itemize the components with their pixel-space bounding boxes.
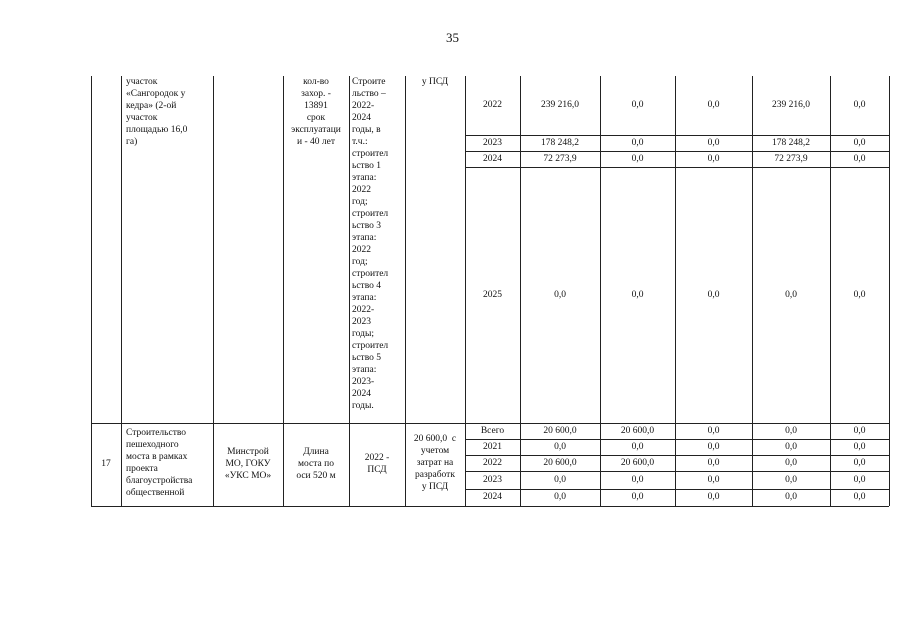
finance-value: 0,0 bbox=[631, 100, 644, 110]
finance-value: 0,0 bbox=[707, 100, 720, 110]
capacity-description: 13891 bbox=[304, 101, 328, 111]
construction-period: годы, в bbox=[352, 125, 381, 135]
capacity-description: Длина bbox=[303, 447, 329, 457]
construction-period: 2022 bbox=[352, 185, 371, 195]
object-description: пешеходного bbox=[126, 440, 179, 450]
finance-row-border bbox=[465, 455, 889, 456]
finance-value: 0,0 bbox=[785, 458, 797, 468]
object-description: га) bbox=[126, 137, 138, 147]
finance-value: 20 600,0 bbox=[620, 458, 655, 468]
construction-period: ьство 5 bbox=[352, 353, 381, 363]
finance-value: 178 248,2 bbox=[772, 138, 810, 148]
finance-value: 0,0 bbox=[707, 442, 720, 452]
construction-period: этапа: bbox=[352, 233, 377, 243]
construction-period: 2022 bbox=[352, 245, 371, 255]
object-description: моста в рамках bbox=[126, 452, 188, 462]
customer: Минстрой bbox=[227, 447, 269, 457]
finance-row-border bbox=[465, 471, 889, 472]
finance-value: 0,0 bbox=[785, 475, 797, 485]
finance-value: 0,0 bbox=[631, 290, 644, 300]
construction-period: 2024 bbox=[352, 113, 371, 123]
finance-value: 0,0 bbox=[853, 426, 866, 436]
finance-value: 0,0 bbox=[785, 426, 797, 436]
row-number: 17 bbox=[101, 459, 111, 469]
finance-value: 20 600,0 bbox=[620, 426, 655, 436]
finance-year: 2023 bbox=[483, 475, 502, 485]
finance-row-border bbox=[465, 167, 889, 168]
finance-total: 178 248,2 bbox=[541, 138, 579, 148]
finance-year: 2024 bbox=[483, 492, 502, 502]
finance-value: 0,0 bbox=[631, 442, 644, 452]
construction-period: строител bbox=[352, 269, 389, 279]
construction-period: льство – bbox=[352, 89, 386, 99]
finance-row-border bbox=[465, 151, 889, 152]
finance-value: 0,0 bbox=[853, 492, 866, 502]
object-description: «Сангородок у bbox=[126, 89, 186, 99]
construction-period: этапа: bbox=[352, 293, 377, 303]
finance-value: 0,0 bbox=[631, 475, 644, 485]
finance-value: 0,0 bbox=[853, 458, 866, 468]
construction-period: 2024 bbox=[352, 389, 371, 399]
column-border bbox=[889, 76, 890, 506]
construction-period: год; bbox=[352, 197, 368, 207]
finance-value: 0,0 bbox=[631, 154, 644, 164]
finance-year: 2025 bbox=[483, 290, 502, 300]
customer: «УКС МО» bbox=[224, 471, 272, 481]
finance-row-border bbox=[465, 135, 889, 136]
finance-value: 0,0 bbox=[707, 290, 720, 300]
finance-year: Всего bbox=[480, 426, 505, 436]
construction-period: строител bbox=[352, 341, 389, 351]
capacity-description: эксплуатаци bbox=[291, 125, 341, 135]
object-description: проекта bbox=[126, 464, 158, 474]
finance-value: 0,0 bbox=[631, 138, 644, 148]
finance-total: 239 216,0 bbox=[541, 100, 579, 110]
finance-total: 0,0 bbox=[554, 290, 566, 300]
column-border bbox=[121, 76, 122, 506]
finance-value: 0,0 bbox=[853, 154, 866, 164]
page-number: 35 bbox=[446, 30, 459, 45]
finance-value: 72 273,9 bbox=[774, 154, 808, 164]
finance-year: 2021 bbox=[483, 442, 502, 452]
construction-period: ьство 4 bbox=[352, 281, 381, 291]
cost-description: 20 600,0 с bbox=[413, 434, 457, 444]
finance-year: 2022 bbox=[483, 458, 502, 468]
capacity-description: и - 40 лет bbox=[297, 137, 335, 147]
table-bottom-border bbox=[91, 506, 889, 507]
capacity-description: моста по bbox=[298, 459, 334, 469]
finance-year: 2024 bbox=[483, 154, 502, 164]
column-border bbox=[91, 76, 92, 506]
finance-value: 0,0 bbox=[853, 475, 866, 485]
finance-value: 0,0 bbox=[707, 426, 720, 436]
object-description: площадью 16,0 bbox=[126, 125, 188, 135]
construction-period: этапа: bbox=[352, 365, 377, 375]
finance-total: 0,0 bbox=[554, 442, 566, 452]
finance-value: 0,0 bbox=[785, 290, 797, 300]
capacity-description: оси 520 м bbox=[296, 471, 336, 481]
capacity-description: срок bbox=[306, 113, 326, 123]
construction-period: 2022 - bbox=[364, 453, 390, 463]
row-border bbox=[91, 423, 889, 424]
finance-value: 0,0 bbox=[853, 290, 866, 300]
object-description: участок bbox=[126, 77, 158, 87]
finance-value: 0,0 bbox=[785, 492, 797, 502]
finance-row-border bbox=[465, 489, 889, 490]
cost-description: учетом bbox=[420, 446, 450, 456]
cost-description: у ПСД bbox=[421, 77, 449, 87]
construction-period: 2023 bbox=[352, 317, 371, 327]
construction-period: ьство 1 bbox=[352, 161, 381, 171]
construction-period: ПСД bbox=[367, 465, 387, 475]
finance-total: 0,0 bbox=[554, 492, 566, 502]
finance-value: 0,0 bbox=[707, 492, 720, 502]
construction-period: 2022- bbox=[352, 305, 375, 315]
object-description: общественной bbox=[126, 488, 185, 498]
finance-value: 0,0 bbox=[853, 100, 866, 110]
capacity-description: захор. - bbox=[301, 89, 331, 99]
column-border bbox=[349, 76, 350, 506]
finance-value: 0,0 bbox=[707, 475, 720, 485]
construction-period: 2022- bbox=[352, 101, 375, 111]
cost-description: у ПСД bbox=[421, 482, 449, 492]
object-description: Строительство bbox=[126, 428, 187, 438]
customer: МО, ГОКУ bbox=[225, 459, 271, 469]
finance-total: 20 600,0 bbox=[543, 426, 577, 436]
object-description: участок bbox=[126, 113, 158, 123]
construction-period: этапа: bbox=[352, 173, 377, 183]
finance-value: 0,0 bbox=[631, 492, 644, 502]
finance-value: 0,0 bbox=[707, 154, 720, 164]
construction-period: ьство 3 bbox=[352, 221, 381, 231]
finance-year: 2022 bbox=[483, 100, 502, 110]
finance-value: 239 216,0 bbox=[772, 100, 810, 110]
finance-value: 0,0 bbox=[853, 138, 866, 148]
construction-period: годы; bbox=[352, 329, 374, 339]
construction-period: строител bbox=[352, 209, 389, 219]
finance-value: 0,0 bbox=[707, 458, 720, 468]
capacity-description: кол-во bbox=[303, 77, 329, 87]
cost-description: затрат на bbox=[416, 458, 454, 468]
construction-period: год; bbox=[352, 257, 368, 267]
object-description: благоустройства bbox=[126, 476, 193, 486]
finance-year: 2023 bbox=[483, 138, 502, 148]
cost-description: разработк bbox=[415, 470, 455, 480]
construction-period: строител bbox=[352, 149, 389, 159]
construction-period: т.ч.: bbox=[352, 137, 368, 147]
finance-value: 0,0 bbox=[707, 138, 720, 148]
construction-period: Строите bbox=[352, 77, 386, 87]
finance-total: 0,0 bbox=[554, 475, 566, 485]
finance-row-border bbox=[465, 439, 889, 440]
object-description: кедра» (2-ой bbox=[126, 101, 177, 111]
construction-period: годы. bbox=[352, 401, 374, 411]
finance-value: 0,0 bbox=[785, 442, 797, 452]
finance-total: 20 600,0 bbox=[543, 458, 577, 468]
construction-period: 2023- bbox=[352, 377, 375, 387]
finance-total: 72 273,9 bbox=[543, 154, 577, 164]
finance-value: 0,0 bbox=[853, 442, 866, 452]
